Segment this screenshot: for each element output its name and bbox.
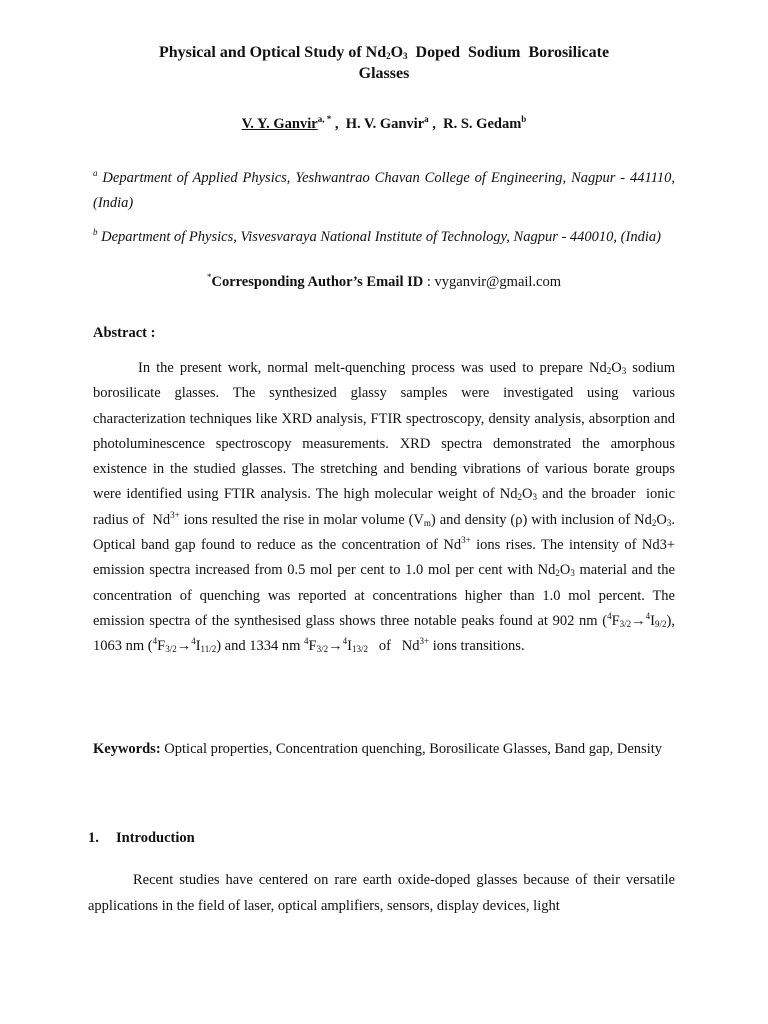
affiliation-b: $^b$ Department of Physics, Visvesvaraya National Institute of Technology, Nagpur - 440010, (India)	[93, 227, 661, 245]
abstract-body: In the present work, normal melt-quenching process was used to prepare $Nd_2O_3$ sodium borosilicate glasses. The synthesized glassy samples were investigated using various characterization techniques like XRD analysis, FTIR spectroscopy, density analysis, absorption and photoluminescence spectroscopy measurements. XRD spectra demonstrated the amorphous existence in the studied glasses. The stretching and bending vibrations of various borate groups were identified using FTIR analysis. The high molecular weight of $Nd_2O_3$ and the broader ionic radius of $Nd^{3+}$ ions resulted the rise in molar volume $(V_m)$ and density (ρ) with inclusion of $Nd_2O_3$. Optical band gap found to reduce as the concentration of $Nd^{3+}$ ions rises. The intensity of Nd3+ emission spectra increased from 0.5 mol per cent to 1.0 mol per cent with $Nd_2O_3$ material and the concentration of quenching was reported at concentrations higher than 1.0 mol percent. The emission spectra of the synthesised glass shows three notable peaks found at 902 nm $(^4F_{3/2}\to^4I_{9/2})$, 1063 nm $(^4F_{3/2}\to^4I_{11/2})$ and 1334 nm $^4F_{3/2}\to^4I_{13/2}$ of $Nd^{3+}$ ions transitions.	[93, 360, 679, 655]
section-heading-introduction: 1. Introduction	[88, 830, 195, 846]
author-list: V. Y. Ganvir$^{a, *}$ , H. V. Ganvir$^a$ , R. S. Gedam$^b$	[241, 114, 527, 132]
affiliation-a: $^a$ Department of Applied Physics, Yeshwantrao Chavan College of Engineering, Nagpur - 441110, (India)	[93, 168, 675, 211]
introduction-body: Recent studies have centered on rare earth oxide-doped glasses because of their versatile applications in the field of laser, optical amplifiers, sensors, display devices, light	[88, 872, 675, 914]
keywords: Keywords: Optical properties, Concentration quenching, Borosilicate Glasses, Band gap, Density	[93, 741, 663, 757]
corresponding-email: *Corresponding Author’s Email ID : vyganvir@gmail.com	[206, 272, 562, 290]
author-2: H. V. Ganvir	[345, 116, 425, 132]
paper-title: Physical and Optical Study of $Nd_2O_3$ Doped Sodium Borosilicate Glasses	[158, 44, 610, 82]
author-1: V. Y. Ganvir	[241, 116, 318, 132]
author-3: R. S. Gedam	[443, 116, 522, 132]
email-link[interactable]: vyganvir@gmail.com	[434, 274, 562, 290]
abstract-heading: Abstract :	[93, 325, 156, 341]
